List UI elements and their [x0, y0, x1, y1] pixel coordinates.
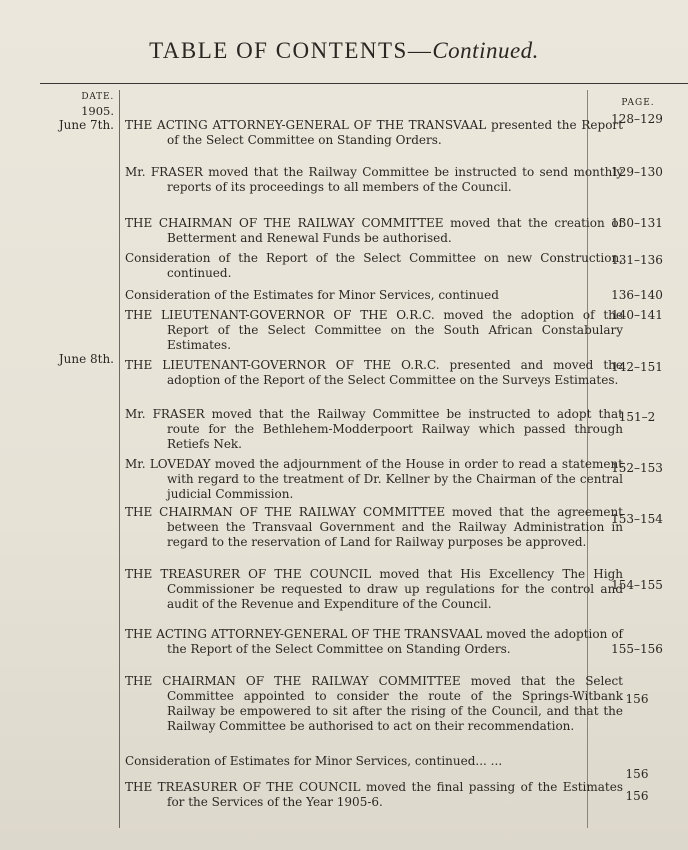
- entry-page: 156: [625, 789, 649, 803]
- toc-entry: THE CHAIRMAN OF THE RAILWAY COMMITTEE moved that the creation of Betterment and Renewal Funds be authorised.: [125, 216, 623, 245]
- page-column-header: PAGE.: [621, 98, 655, 108]
- toc-entry: Mr. LOVEDAY moved the adjournment of the House in order to read a statement with regard to the treatment of Dr. Kellner by the Chairman of the central judicial Commission.: [125, 457, 623, 501]
- entry-page: 142–151: [611, 360, 663, 374]
- entry-page: 128–129: [611, 112, 663, 126]
- toc-entry: THE ACTING ATTORNEY-GENERAL OF THE TRANSVAAL moved the adoption of the Report of the Select Committee on Standing Orders.: [125, 627, 623, 656]
- toc-entry: THE CHAIRMAN OF THE RAILWAY COMMITTEE moved that the agreement between the Transvaal Government and the Railway Administration in regard to the reservation of Land for Railway purposes be approved.: [125, 505, 623, 549]
- toc-entry: THE LIEUTENANT-GOVERNOR OF THE O.R.C. presented and moved the adoption of the Report of the Select Committee on the Surveys Estimates.: [125, 358, 623, 387]
- entry-page: 140–141: [611, 308, 663, 322]
- entry-page: 153–154: [611, 512, 663, 526]
- toc-entry: Consideration of Estimates for Minor Services, continued... ...: [125, 754, 503, 768]
- toc-entry: THE CHAIRMAN OF THE RAILWAY COMMITTEE moved that the Select Committee appointed to consider the route of the Springs-Witbank Railway be empowered to sit after the rising of the Council, and that the Railway Committee be authorised to act on their recommendation.: [125, 674, 623, 733]
- entry-date: June 8th.: [58, 352, 114, 366]
- toc-entry: Consideration of the Report of the Select Committee on new Construction, continued.: [125, 251, 623, 280]
- entry-page: 130–131: [611, 216, 663, 230]
- title-continued: Continued.: [432, 38, 539, 63]
- header-rule: [40, 83, 688, 84]
- year-label: 1905.: [81, 104, 114, 118]
- entry-page: 154–155: [611, 578, 663, 592]
- title-main: TABLE OF CONTENTS: [149, 38, 408, 63]
- entry-page: 156: [625, 767, 649, 781]
- entry-page: 152–153: [611, 461, 663, 475]
- entry-page: 131–136: [611, 253, 663, 267]
- entry-page: 155–156: [611, 642, 663, 656]
- toc-entry: Mr. FRASER moved that the Railway Committee be instructed to adopt that route for the Bethlehem-Modderpoort Railway which passed through Retiefs Nek.: [125, 407, 623, 451]
- entry-page: 129–130: [611, 165, 663, 179]
- entry-page: 156: [625, 692, 649, 706]
- title-dash: —: [407, 38, 433, 63]
- entry-date: June 7th.: [58, 118, 114, 132]
- page-title: [0, 38, 688, 64]
- date-column-header: DATE.: [81, 92, 114, 102]
- toc-entry: THE ACTING ATTORNEY-GENERAL OF THE TRANSVAAL presented the Report of the Select Committee on Standing Orders.: [125, 118, 623, 147]
- toc-entry: Mr. FRASER moved that the Railway Committee be instructed to send monthly reports of its proceedings to all members of the Council.: [125, 165, 623, 194]
- entry-page: 136–140: [611, 288, 663, 302]
- toc-entry: Consideration of the Estimates for Minor Services, continued: [125, 288, 499, 302]
- toc-entry: THE LIEUTENANT-GOVERNOR OF THE O.R.C. moved the adoption of the Report of the Select Committee on the South African Constabulary Estimates.: [125, 308, 623, 352]
- date-column-rule: [119, 90, 120, 828]
- toc-entry: THE TREASURER OF THE COUNCIL moved that His Excellency The High Commissioner be requested to draw up regulations for the control and audit of the Revenue and Expenditure of the Council.: [125, 567, 623, 611]
- entry-page: 151–2: [618, 410, 656, 424]
- toc-entry: THE TREASURER OF THE COUNCIL moved the final passing of the Estimates for the Services of the Year 1905-6.: [125, 780, 623, 809]
